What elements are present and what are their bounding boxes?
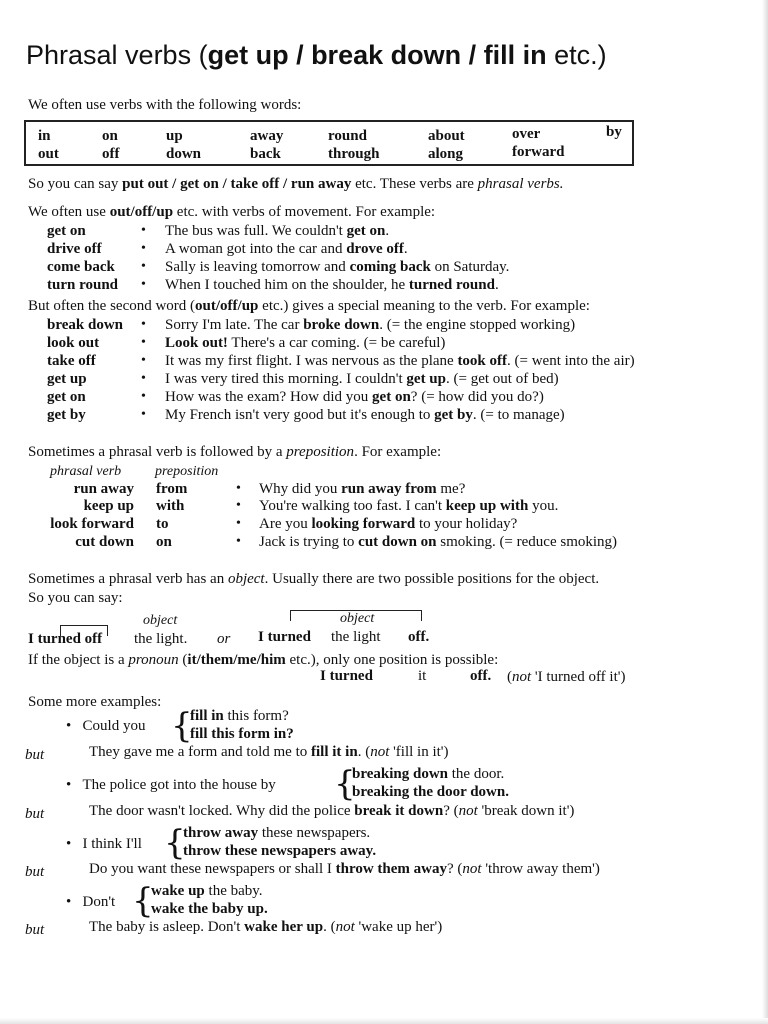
sentence-pre: Why did you — [259, 481, 342, 497]
sentence-pre: Sorry I'm late. The car — [165, 317, 304, 333]
movement-term: come back — [47, 259, 115, 275]
example-3-contrast — [89, 861, 600, 878]
bullet-icon: • — [141, 371, 146, 386]
contrast-bold: throw them away — [335, 861, 447, 877]
pronoun-it: it — [418, 668, 427, 684]
line1-rest: these newspapers. — [258, 825, 371, 841]
sentence-bold: coming back — [349, 259, 431, 275]
bullet-icon: • — [236, 534, 241, 549]
movement-term: turn round — [47, 277, 119, 293]
example-lead-text: Don't — [82, 894, 116, 910]
sentence-bold: get up — [406, 371, 446, 387]
contrast-mid: ? ( — [447, 861, 463, 877]
example-lead-text: Could you — [82, 718, 146, 734]
pronoun-line-e: etc.), only one position is possible: — [285, 652, 499, 668]
movement-intro — [28, 204, 435, 221]
but-label: but — [25, 747, 45, 763]
example-4-lead — [66, 894, 115, 911]
so-line — [28, 176, 564, 193]
title-suffix: etc.) — [546, 40, 607, 70]
line1-rest: the door. — [448, 766, 505, 782]
so-line-d: phrasal verbs. — [477, 176, 564, 192]
bullet-icon: • — [141, 407, 146, 422]
example-4-line2 — [151, 901, 268, 918]
sentence-post: . (= went into the air) — [507, 353, 635, 369]
sentence-post: on Saturday. — [430, 259, 510, 275]
word-up: up — [166, 128, 183, 144]
sentence-pre: I was very tired this morning. I couldn't — [165, 371, 407, 387]
line2-pre: fill this form — [190, 726, 274, 742]
prep-intro-b: preposition — [286, 444, 355, 460]
brace-icon: { — [132, 881, 154, 921]
sentence-pre: My French isn't very good but it's enough to — [165, 407, 435, 423]
sentence-bold: get on — [372, 389, 411, 405]
bullet-icon: • — [66, 777, 72, 793]
sentence-bold: turned round — [408, 277, 495, 293]
example-1-line1 — [190, 708, 289, 725]
special-intro — [28, 298, 590, 315]
movement-intro-a: We often use — [28, 204, 110, 220]
header-phrasal-verb: phrasal verb — [50, 464, 122, 479]
special-sentence — [165, 335, 445, 352]
sentence-bold: looking forward — [311, 516, 416, 532]
but-label: but — [25, 864, 45, 880]
special-row — [0, 317, 768, 335]
special-row — [0, 353, 768, 371]
movement-intro-b: out/off/up — [109, 204, 174, 220]
word-by: by — [606, 124, 622, 140]
special-sentence — [165, 389, 544, 406]
more-examples-heading: Some more examples: — [28, 694, 162, 710]
pronoun-i: I — [258, 629, 268, 645]
bullet-icon: • — [236, 481, 241, 496]
prep-row — [0, 498, 768, 516]
bullet-icon: • — [236, 516, 241, 531]
the-light-1: the light. — [134, 631, 188, 647]
sentence-bold: took off — [457, 353, 508, 369]
pronoun-line — [28, 652, 498, 669]
prep-intro-a: Sometimes a phrasal verb is followed by a — [28, 444, 287, 460]
prep-intro — [28, 444, 441, 461]
word-out: out — [38, 146, 59, 162]
prep-sentence — [259, 498, 558, 515]
bullet-icon: • — [141, 259, 146, 274]
pronoun-line-a: If the object is a — [28, 652, 129, 668]
movement-row — [0, 259, 768, 277]
sentence-pre: It was my first flight. I was nervous as the plane — [165, 353, 458, 369]
bullet-icon: • — [141, 241, 146, 256]
prep-sentence — [259, 481, 465, 498]
sentence-pre: Are you — [259, 516, 312, 532]
word-away: away — [250, 128, 284, 144]
note-rest: 'I turned off it') — [531, 669, 626, 685]
sentence-post: . — [403, 241, 408, 257]
sentence-post: . (= the engine stopped working) — [379, 317, 576, 333]
prep-intro-c: . For example: — [354, 444, 442, 460]
word-over: over — [512, 126, 541, 142]
sentence-post: There's a car coming. (= be careful) — [227, 335, 446, 351]
special-intro-c: etc.) gives a special meaning to the verb. For example: — [258, 298, 590, 314]
special-row — [0, 389, 768, 407]
line1-bold: wake up — [151, 883, 205, 899]
sentence-post: to your holiday? — [415, 516, 518, 532]
line2-bold: in? — [273, 726, 294, 742]
line1-bold: throw away — [183, 825, 259, 841]
contrast-pre: The baby is asleep. Don't — [89, 919, 245, 935]
sentence-pre: When I touched him on the shoulder, he — [165, 277, 409, 293]
contrast-bold: fill it in — [311, 744, 358, 760]
brace-icon: { — [334, 764, 356, 804]
sentence-pre: Jack is trying to — [259, 534, 359, 550]
word-along: along — [428, 146, 464, 162]
bullet-icon: • — [141, 353, 146, 368]
sentence-pre: How was the exam? How did you — [165, 389, 373, 405]
line2-pre: wake the baby — [151, 901, 248, 917]
so-line-c: etc. These verbs are — [351, 176, 478, 192]
title-bold: get up / break down / fill in — [207, 40, 547, 70]
pronoun-note — [507, 669, 625, 686]
off-bold: off. — [408, 629, 430, 645]
prep-row — [0, 516, 768, 534]
pronoun-i: I — [28, 631, 38, 647]
sentence-post: . (= get out of bed) — [446, 371, 559, 387]
contrast-mid: . ( — [357, 744, 371, 760]
line1-rest: the baby. — [204, 883, 263, 899]
example-1-lead — [66, 718, 145, 735]
bullet-icon: • — [66, 718, 72, 734]
contrast-not: not — [370, 744, 390, 760]
special-term: look out — [47, 335, 100, 351]
contrast-pre: Do you want these newspapers or shall I — [89, 861, 336, 877]
movement-term: drive off — [47, 241, 102, 257]
sentence-pre: A woman got into the car and — [165, 241, 347, 257]
sentence-bold: Look out! — [165, 335, 228, 351]
turned-bold: turned — [329, 668, 373, 684]
sentence-bold: keep up with — [445, 498, 529, 514]
object-intro — [28, 571, 599, 588]
so-line-a: So you can say — [28, 176, 123, 192]
example-4-line1 — [151, 883, 263, 900]
the-light-2: the light — [331, 629, 381, 645]
so-line-b: put out / get on / take off / run away — [122, 176, 352, 192]
contrast-post: 'break down it') — [477, 803, 575, 819]
sentence-post: . — [494, 277, 499, 293]
movement-sentence — [165, 259, 509, 276]
pronoun-off: off. — [470, 668, 492, 684]
special-intro-b: out/off/up — [195, 298, 259, 314]
prep-verb: keep up — [83, 498, 134, 514]
special-term: get by — [47, 407, 86, 423]
sentence-post: me? — [436, 481, 466, 497]
but-label: but — [25, 806, 45, 822]
sentence-post: smoking. (= reduce smoking) — [436, 534, 618, 550]
prep-prep: on — [156, 534, 172, 550]
contrast-not: not — [458, 803, 478, 819]
object-intro-c: . Usually there are two possible positions for the object. — [264, 571, 600, 587]
special-term: take off — [47, 353, 96, 369]
pronoun-example-subject — [320, 668, 373, 685]
example-1-line2 — [190, 726, 294, 743]
special-row — [0, 371, 768, 389]
line2-pre: breaking the door — [352, 784, 471, 800]
line2-bold: away. — [339, 843, 377, 859]
example-2-contrast — [89, 803, 574, 820]
movement-row — [0, 241, 768, 259]
prep-sentence — [259, 534, 617, 551]
so-you-can-say: So you can say: — [28, 590, 123, 606]
turned-bold: turned — [267, 629, 311, 645]
brace-icon: { — [171, 706, 193, 746]
prep-row — [0, 534, 768, 552]
bullet-icon: • — [141, 223, 146, 238]
special-term: get on — [47, 389, 86, 405]
page-title — [26, 40, 607, 71]
special-sentence — [165, 353, 635, 370]
page-bottom-shadow — [0, 1018, 768, 1024]
line2-bold: up. — [247, 901, 268, 917]
particle-box — [24, 120, 634, 166]
object-intro-a: Sometimes a phrasal verb has an — [28, 571, 228, 587]
note-open: ( — [507, 669, 512, 685]
example-lead-text: The police got into the house by — [82, 777, 276, 793]
header-preposition: preposition — [155, 464, 219, 479]
bullet-icon: • — [141, 389, 146, 404]
object-label-left: object — [143, 613, 178, 628]
word-on: on — [102, 128, 118, 144]
prep-verb: look forward — [50, 516, 134, 532]
movement-sentence — [165, 241, 408, 258]
example-2-line2 — [352, 784, 509, 801]
bullet-icon: • — [236, 498, 241, 513]
pronoun-line-d: it/them/me/him — [187, 652, 286, 668]
movement-row — [0, 277, 768, 295]
movement-term: get on — [47, 223, 86, 239]
contrast-mid: . ( — [323, 919, 336, 935]
sentence-pre: You're walking too fast. I can't — [259, 498, 446, 514]
word-forward: forward — [512, 144, 565, 160]
but-label: but — [25, 922, 45, 938]
contrast-bold: wake her up — [244, 919, 324, 935]
special-sentence — [165, 371, 559, 388]
word-off: off — [102, 146, 120, 162]
object-label-right: object — [340, 611, 375, 626]
line1-rest: this form? — [223, 708, 289, 724]
movement-sentence — [165, 223, 389, 240]
intro-text: We often use verbs with the following words: — [28, 97, 302, 113]
sentence-pre: Sally is leaving tomorrow and — [165, 259, 350, 275]
special-intro-a: But often the second word ( — [28, 298, 196, 314]
line1-bold: breaking down — [352, 766, 449, 782]
word-through: through — [328, 146, 380, 162]
bullet-icon: • — [66, 836, 72, 852]
object-example-right — [258, 629, 311, 646]
bullet-icon: • — [66, 894, 72, 910]
prep-prep: from — [156, 481, 188, 497]
prep-row — [0, 481, 768, 499]
brace-icon: { — [164, 823, 186, 863]
sentence-bold: drove off — [346, 241, 404, 257]
sentence-bold: get by — [434, 407, 473, 423]
special-row — [0, 335, 768, 353]
sentence-bold: run away from — [341, 481, 437, 497]
movement-row — [0, 223, 768, 241]
turned-off-bold: turned off — [37, 631, 103, 647]
special-sentence — [165, 407, 565, 424]
sentence-bold: broke down — [303, 317, 380, 333]
prep-sentence — [259, 516, 517, 533]
sentence-bold: get on — [346, 223, 386, 239]
word-back: back — [250, 146, 281, 162]
example-3-line2 — [183, 843, 376, 860]
contrast-post: 'wake up her') — [354, 919, 443, 935]
title-prefix: Phrasal verbs ( — [26, 40, 208, 70]
example-2-line1 — [352, 766, 504, 783]
sentence-post: . (= to manage) — [472, 407, 565, 423]
note-not: not — [512, 669, 532, 685]
example-4-contrast — [89, 919, 442, 936]
sentence-post: . — [385, 223, 390, 239]
or-word: or — [217, 631, 231, 647]
sentence-post: you. — [528, 498, 559, 514]
example-lead-text: I think I'll — [82, 836, 142, 852]
special-row — [0, 407, 768, 425]
pronoun-line-b: pronoun — [128, 652, 179, 668]
prep-verb: cut down — [75, 534, 134, 550]
contrast-not: not — [335, 919, 355, 935]
contrast-post: 'fill in it') — [389, 744, 449, 760]
page-edge-shadow — [762, 0, 768, 1024]
bullet-icon: • — [141, 317, 146, 332]
example-3-lead — [66, 836, 142, 853]
contrast-bold: break it down — [354, 803, 444, 819]
sentence-bold: cut down on — [358, 534, 437, 550]
movement-intro-c: etc. with verbs of movement. For example: — [173, 204, 436, 220]
example-2-lead — [66, 777, 276, 794]
object-example-left — [28, 631, 102, 648]
special-term: get up — [47, 371, 87, 387]
contrast-pre: The door wasn't locked. Why did the police — [89, 803, 355, 819]
contrast-mid: ? ( — [443, 803, 459, 819]
pronoun-line-c: ( — [178, 652, 188, 668]
contrast-post: 'throw away them') — [481, 861, 600, 877]
word-down: down — [166, 146, 202, 162]
bullet-icon: • — [141, 277, 146, 292]
pronoun-i: I — [320, 668, 330, 684]
sentence-pre: The bus was full. We couldn't — [165, 223, 347, 239]
bullet-icon: • — [141, 335, 146, 350]
word-about: about — [428, 128, 465, 144]
sentence-post: ? (= how did you do?) — [410, 389, 544, 405]
prep-prep: to — [156, 516, 169, 532]
object-intro-b: object — [227, 571, 265, 587]
movement-sentence — [165, 277, 499, 294]
line1-bold: fill in — [190, 708, 224, 724]
special-term: break down — [47, 317, 123, 333]
special-sentence — [165, 317, 575, 334]
example-1-contrast — [89, 744, 449, 761]
contrast-pre: They gave me a form and told me to — [89, 744, 312, 760]
line2-pre: throw these newspapers — [183, 843, 340, 859]
prep-verb: run away — [73, 481, 134, 497]
word-round: round — [328, 128, 367, 144]
prep-prep: with — [156, 498, 185, 514]
example-3-line1 — [183, 825, 370, 842]
contrast-not: not — [462, 861, 482, 877]
line2-bold: down. — [470, 784, 509, 800]
word-in: in — [38, 128, 51, 144]
